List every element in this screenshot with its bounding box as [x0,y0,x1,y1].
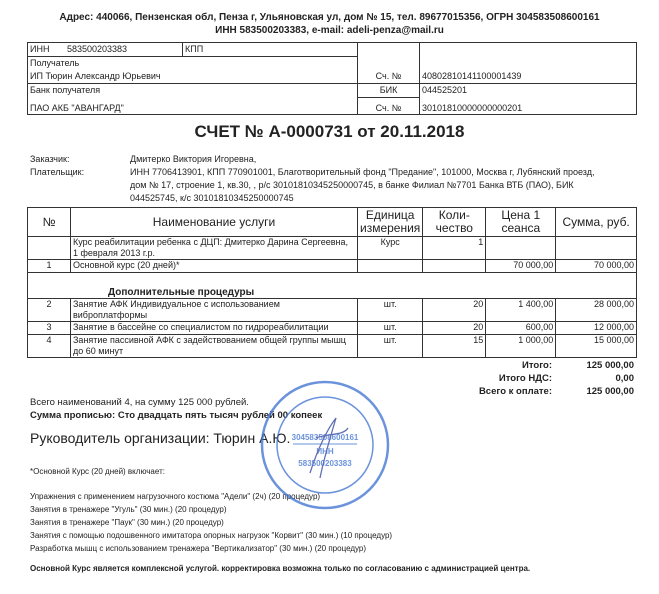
footnote-item: Занятия в тренажере "Паук" (30 мин.) (20 процедур) [30,518,224,527]
cell-qty: 20 [423,322,486,335]
header-contacts: ИНН 583500203383, e-mail: adeli-penza@mail.ru [215,25,444,36]
due-label: Всего к оплате: [478,386,552,397]
bik-value: 044525201 [420,84,637,98]
cell-number: 2 [28,299,71,322]
cell-sum: 70 000,00 [556,260,637,273]
cell-sum: 15 000,00 [556,335,637,358]
cell-qty [423,260,486,273]
cell-qty: 15 [423,335,486,358]
cell-name: Занятие АФК Индивидуальное с использованием виброплатформы [71,299,358,322]
footer-note: Основной Курс является комплексной услугой. корректировка возможна только по согласованию с администрацией центра. [30,564,531,573]
vat-label: Итого НДС: [498,373,552,384]
cell-unit [358,260,423,273]
payer-line: дом № 17, строение 1, кв.30, , р/с 30101810345250000745, в банке Филиал №7701 Банка ВТБ (ПАО), БИК [130,180,574,190]
table-row [28,335,637,358]
customer-label: Заказчик: [30,154,70,164]
footnote-item: Занятия в тренажере "Угуль" (30 мин.) (20 процедур) [30,505,227,514]
table-row [28,260,637,273]
table-row [28,322,637,335]
stamp-ogrn: 304583508600161 [291,433,359,442]
cell-unit: шт. [358,335,423,358]
recipient-name: ИП Тюрин Александр Юрьевич [28,70,358,84]
cell-unit: шт. [358,299,423,322]
recipient-label: Получатель [28,57,358,71]
table-row [28,299,637,322]
cell-name: Курс реабилитации ребенка с ДЦП: Дмитерко Дарина Сергеевна, 1 февраля 2013 г.р. [71,237,358,260]
payer-value [130,166,650,205]
footnote-intro: *Основной Курс (20 дней) включает: [30,467,165,476]
cell-number: 3 [28,322,71,335]
payer-label: Плательщик: [30,167,85,177]
cell-unit: шт. [358,322,423,335]
customer-value: Дмитерко Виктория Игоревна, [130,154,257,164]
col-price: Цена 1 сеанса [486,208,556,237]
cell-name: Основной курс (20 дней)* [71,260,358,273]
stamp-inn: 583500203383 [298,459,352,468]
col-sum: Сумма, руб. [556,208,637,237]
account-value: 40802810141100001439 [420,70,637,84]
cell-unit: Курс [358,237,423,260]
total-value: 125 000,00 [586,360,634,371]
bank-label: Банк получателя [28,84,358,98]
bank-name: ПАО АКБ "АВАНГАРД" [28,98,358,115]
section-header: Дополнительные процедуры [28,273,637,299]
stamp-outer-ring [262,382,388,508]
payer-line: 044525745, к/с 30101810345250000745 [130,193,294,203]
director-signature: Руководитель организации: Тюрин А.Ю. [30,430,291,446]
cell-number: 4 [28,335,71,358]
due-value: 125 000,00 [586,386,634,397]
invoice-title: СЧЕТ № А-0000731 от 20.11.2018 [194,122,465,141]
col-unit: Единица измерения [358,208,423,237]
table-row [28,237,637,260]
amount-in-words: Сумма прописью: Сто двадцать пять тысяч рублей 00 копеек [30,410,323,421]
stamp-inn-label: ИНН [316,447,334,456]
company-stamp [258,378,392,512]
total-label: Итого: [522,360,552,371]
cell-number: 1 [28,260,71,273]
stamp-inner-ring [277,397,373,493]
cell-price: 1 400,00 [486,299,556,322]
cell-sum: 12 000,00 [556,322,637,335]
inn-label: ИНН [30,44,50,54]
payer-line: ИНН 7706413901, КПП 770901001, Благотворительный фонд "Предание", 101000, Москва г, Лубянский проезд, [130,167,595,177]
vat-value: 0,00 [615,373,634,384]
footnote-item: Занятия с помощью подошвенного имитатора опорных нагрузок "Корвит" (30 мин.) (10 процедур) [30,531,393,540]
kpp-label: КПП [183,43,358,57]
col-number: № [28,208,71,237]
services-table [27,207,637,358]
cell-name: Занятие в бассейне со специалистом по гидрореабилитации [71,322,358,335]
col-qty: Коли-чество [423,208,486,237]
cell-price: 70 000,00 [486,260,556,273]
cell-qty: 1 [423,237,486,260]
header-address: Адрес: 440066, Пензенская обл, Пенза г, Ульяновская ул, дом № 15, тел. 89677015356, ОГРН 304583508600161 [59,12,600,23]
col-name: Наименование услуги [71,208,358,237]
inn-value: 583500203383 [66,44,128,54]
footnote-item: Разработка мышц с использованием тренажера "Вертикализатор" (30 мин.) (20 процедур) [30,544,367,553]
items-count: Всего наименований 4, на сумму 125 000 рублей. [30,397,249,408]
cell-sum: 28 000,00 [556,299,637,322]
bank-details-table [27,42,637,115]
bik-label: БИК [358,84,420,98]
footnote-item: Упражнения с применением нагрузочного костюма "Адели" (2ч) (20 процедур) [30,492,321,501]
cell-qty: 20 [423,299,486,322]
cell-name: Занятие пассивной АФК с задействованием общей группы мышц до 60 минут [71,335,358,358]
corr-value: 30101810000000000201 [420,98,637,115]
cell-price: 1 000,00 [486,335,556,358]
corr-label: Сч. № [358,98,420,115]
account-label: Сч. № [358,70,420,84]
cell-price: 600,00 [486,322,556,335]
